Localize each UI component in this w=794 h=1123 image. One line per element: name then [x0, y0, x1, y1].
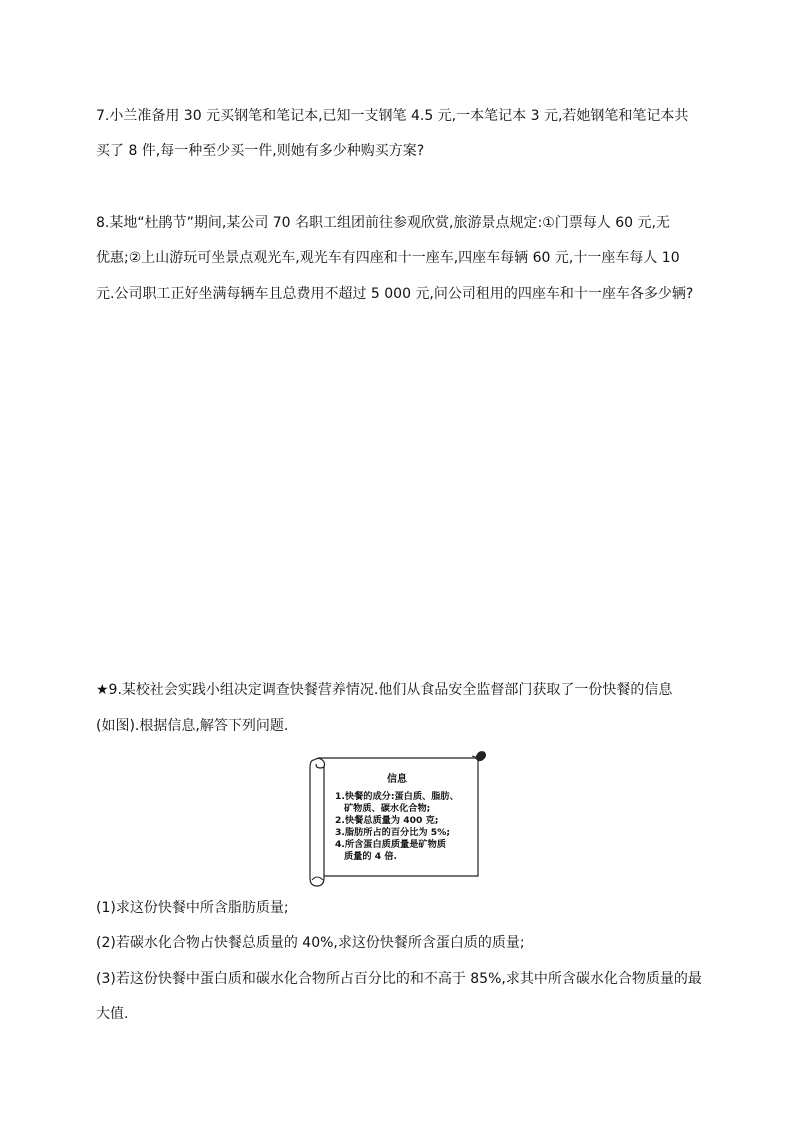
- q7-line-1: 7.小兰准备用 30 元买钢笔和笔记本,已知一支钢笔 4.5 元,一本笔记本 3 元,若她钢笔和笔记本共: [96, 108, 689, 124]
- q9-sub-2: (2)若碳水化合物占快餐总质量的 40%,求这份快餐所含蛋白质的质量;: [96, 935, 525, 951]
- q8-line-2: 优惠;②上山游玩可坐景点观光车,观光车有四座和十一座车,四座车每辆 60 元,十一座车每人 10: [96, 250, 680, 266]
- info-line: 1.快餐的成分:蛋白质、脂肪、: [335, 791, 459, 802]
- info-line: 质量的 4 倍.: [344, 851, 398, 862]
- q9-sub-3-line-2: 大值.: [96, 1006, 129, 1022]
- q7-line-2: 买了 8 件,每一种至少买一件,则她有多少种购买方案?: [96, 143, 425, 159]
- info-line: 矿物质、碳水化合物;: [344, 803, 431, 814]
- q9-line-2: (如图).根据信息,解答下列问题.: [96, 718, 289, 734]
- info-title: 信息: [387, 774, 407, 785]
- info-scroll-figure: [308, 748, 486, 888]
- q9-line-1: ★9.某校社会实践小组决定调查快餐营养情况.他们从食品安全监督部门获取了一份快餐的信息: [96, 682, 673, 698]
- q9-sub-3-line-1: (3)若这份快餐中蛋白质和碳水化合物所占百分比的和不高于 85%,求其中所含碳水化合物质量的最: [96, 971, 702, 987]
- q9-sub-1: (1)求这份快餐中所含脂肪质量;: [96, 900, 289, 916]
- info-line: 2.快餐总质量为 400 克;: [335, 815, 439, 826]
- q8-line-1: 8.某地“杜鹃节”期间,某公司 70 名职工组团前往参观欣赏,旅游景点规定:①门票每人 60 元,无: [96, 215, 670, 231]
- info-line: 4.所含蛋白质质量是矿物质: [335, 839, 446, 850]
- info-line: 3.脂肪所占的百分比为 5%;: [335, 827, 451, 838]
- q8-line-3: 元.公司职工正好坐满每辆车且总费用不超过 5 000 元,问公司租用的四座车和十一座车各多少辆?: [96, 286, 694, 302]
